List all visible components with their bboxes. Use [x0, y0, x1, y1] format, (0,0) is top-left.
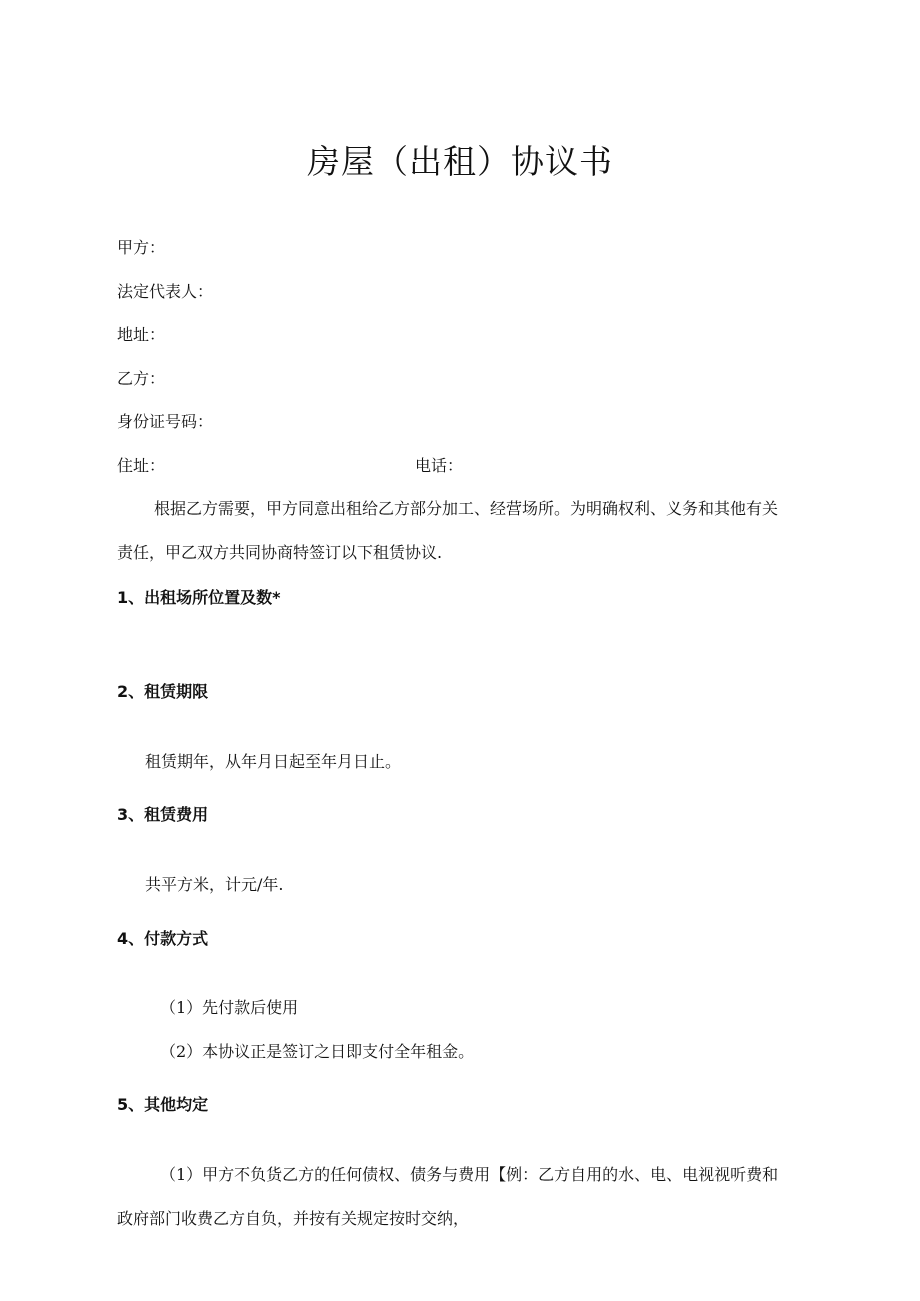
- section-heading-location: 1、出租场所位置及数*: [117, 588, 281, 607]
- residence-label: 住址：: [117, 456, 166, 475]
- section-heading-lease-term: 2、租赁期限: [117, 682, 209, 701]
- lease-term-text: 租赁期年，从年月日起至年月日止。: [145, 752, 402, 771]
- phone-label: 电话：: [415, 456, 464, 475]
- id-number-label: 身份证号码：: [117, 412, 214, 431]
- lease-fee-text: 共平方米，计元/年.: [145, 875, 284, 894]
- payment-method-item-2: （2）本协议正是签订之日即支付全年租金。: [160, 1042, 475, 1061]
- payment-method-item-1: （1）先付款后使用: [160, 998, 299, 1017]
- section-heading-lease-fee: 3、租赁费用: [117, 805, 209, 824]
- party-a-label: 甲方：: [117, 238, 166, 257]
- legal-representative-label: 法定代表人：: [117, 282, 214, 301]
- party-b-label: 乙方：: [117, 369, 166, 388]
- address-label: 地址：: [117, 325, 166, 344]
- section-heading-payment-method: 4、付款方式: [117, 929, 209, 948]
- other-provisions-item-1-line-1: （1）甲方不负货乙方的任何债权、债务与费用【例：乙方自用的水、电、电视视听费和: [160, 1165, 779, 1184]
- other-provisions-item-1-line-2: 政府部门收费乙方自负，并按有关规定按时交纳，: [117, 1209, 470, 1228]
- section-heading-other-provisions: 5、其他均定: [117, 1095, 209, 1114]
- document-title: 房屋（出租）协议书: [307, 142, 613, 181]
- intro-paragraph-line-2: 责任，甲乙双方共同协商特签订以下租赁协议.: [117, 543, 443, 562]
- intro-paragraph-line-1: 根据乙方需要，甲方同意出租给乙方部分加工、经营场所。为明确权利、义务和其他有关: [154, 499, 779, 518]
